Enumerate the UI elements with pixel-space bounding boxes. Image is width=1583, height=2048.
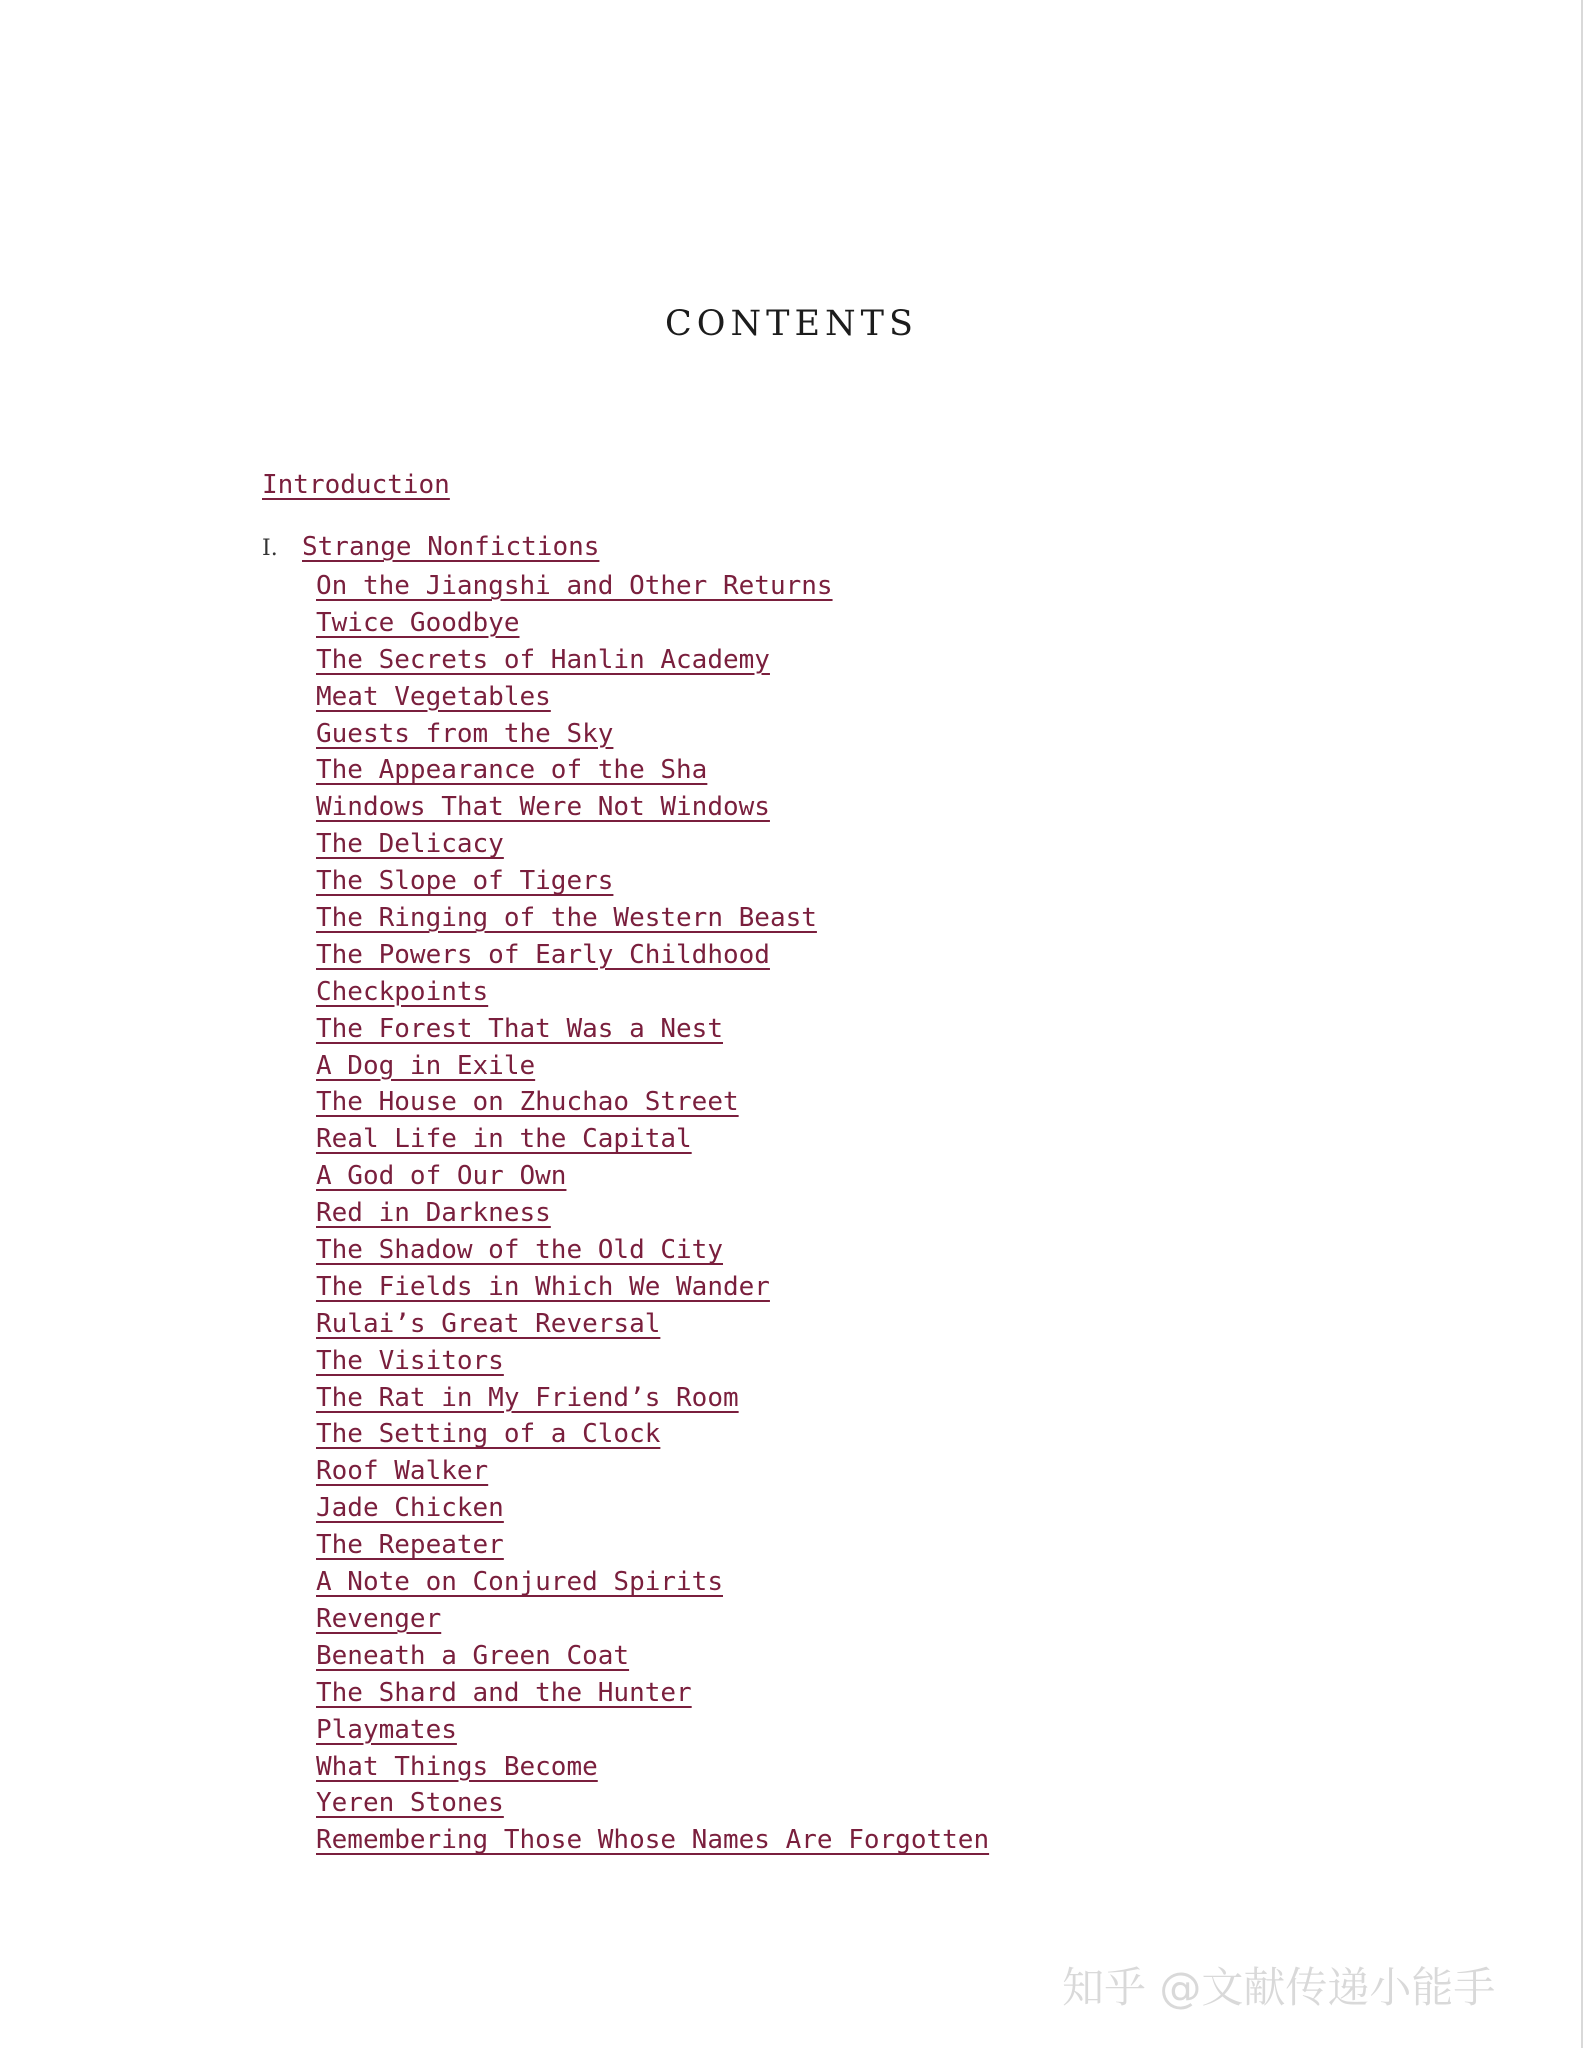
chapter-link[interactable]: Checkpoints bbox=[316, 976, 489, 1007]
chapter-link[interactable]: The Fields in Which We Wander bbox=[316, 1271, 770, 1302]
chapter-item bbox=[316, 937, 989, 974]
chapter-link[interactable]: Meat Vegetables bbox=[316, 681, 551, 712]
chapter-item bbox=[316, 1712, 989, 1749]
page-title: CONTENTS bbox=[665, 304, 918, 344]
chapter-item bbox=[316, 1195, 989, 1232]
chapter-item bbox=[316, 863, 989, 900]
chapter-link[interactable]: Roof Walker bbox=[316, 1456, 489, 1487]
toc-part-1 bbox=[262, 532, 599, 562]
chapter-item bbox=[316, 716, 989, 753]
chapter-item bbox=[316, 1158, 989, 1195]
chapter-item bbox=[316, 1011, 989, 1048]
chapter-link[interactable]: Revenger bbox=[316, 1603, 442, 1634]
chapter-link[interactable]: Remembering Those Whose Names Are Forgotten bbox=[316, 1825, 990, 1856]
chapter-item bbox=[316, 679, 989, 716]
chapter-link[interactable]: Rulai’s Great Reversal bbox=[316, 1308, 661, 1339]
chapter-link[interactable]: Playmates bbox=[316, 1714, 457, 1745]
chapter-link[interactable]: The Repeater bbox=[316, 1530, 504, 1561]
chapter-link[interactable]: A Dog in Exile bbox=[316, 1050, 536, 1081]
chapter-item bbox=[316, 642, 989, 679]
chapter-item bbox=[316, 1675, 989, 1712]
chapter-item bbox=[316, 1490, 989, 1527]
chapter-item bbox=[316, 826, 989, 863]
chapter-link[interactable]: Red in Darkness bbox=[316, 1198, 551, 1229]
chapter-link[interactable]: What Things Become bbox=[316, 1751, 598, 1782]
chapter-link[interactable]: A Note on Conjured Spirits bbox=[316, 1567, 723, 1598]
chapter-item bbox=[316, 900, 989, 937]
chapter-link[interactable]: The Rat in My Friend’s Room bbox=[316, 1382, 739, 1413]
chapter-link[interactable]: The Forest That Was a Nest bbox=[316, 1013, 723, 1044]
chapter-link[interactable]: Guests from the Sky bbox=[316, 718, 614, 749]
chapter-link[interactable]: The Ringing of the Western Beast bbox=[316, 903, 817, 934]
watermark: 知乎 @文献传递小能手 bbox=[1062, 1963, 1496, 2012]
chapter-link[interactable]: Twice Goodbye bbox=[316, 607, 520, 638]
chapter-link[interactable]: The Powers of Early Childhood bbox=[316, 939, 770, 970]
part-numeral: I. bbox=[262, 536, 278, 561]
chapter-link[interactable]: The Setting of a Clock bbox=[316, 1419, 661, 1450]
chapter-link[interactable]: The Secrets of Hanlin Academy bbox=[316, 644, 770, 675]
chapter-link[interactable]: The Delicacy bbox=[316, 829, 504, 860]
chapter-item bbox=[316, 1269, 989, 1306]
chapter-item bbox=[316, 1232, 989, 1269]
chapter-link[interactable]: Windows That Were Not Windows bbox=[316, 792, 770, 823]
part-title-link[interactable]: Strange Nonfictions bbox=[302, 532, 600, 562]
chapter-item bbox=[316, 1048, 989, 1085]
chapter-list bbox=[316, 568, 989, 1859]
chapter-item bbox=[316, 1749, 989, 1786]
chapter-link[interactable]: The Shard and the Hunter bbox=[316, 1677, 692, 1708]
chapter-link[interactable]: The Visitors bbox=[316, 1345, 504, 1376]
toc-introduction-link[interactable]: Introduction bbox=[262, 470, 450, 500]
toc-introduction[interactable] bbox=[262, 470, 450, 500]
chapter-link[interactable]: The Slope of Tigers bbox=[316, 866, 614, 897]
chapter-link[interactable]: Beneath a Green Coat bbox=[316, 1640, 630, 1671]
chapter-item bbox=[316, 1638, 989, 1675]
chapter-item bbox=[316, 1564, 989, 1601]
chapter-item bbox=[316, 752, 989, 789]
chapter-item bbox=[316, 1601, 989, 1638]
chapter-item bbox=[316, 568, 989, 605]
chapter-item bbox=[316, 1306, 989, 1343]
chapter-link[interactable]: The Appearance of the Sha bbox=[316, 755, 708, 786]
chapter-link[interactable]: Real Life in the Capital bbox=[316, 1124, 692, 1155]
chapter-item bbox=[316, 1527, 989, 1564]
chapter-item bbox=[316, 1380, 989, 1417]
chapter-item bbox=[316, 1121, 989, 1158]
chapter-link[interactable]: The Shadow of the Old City bbox=[316, 1235, 723, 1266]
chapter-link[interactable]: The House on Zhuchao Street bbox=[316, 1087, 739, 1118]
chapter-item bbox=[316, 974, 989, 1011]
chapter-item bbox=[316, 1084, 989, 1121]
chapter-item bbox=[316, 1453, 989, 1490]
chapter-item bbox=[316, 1822, 989, 1859]
chapter-link[interactable]: Yeren Stones bbox=[316, 1788, 504, 1819]
chapter-item bbox=[316, 789, 989, 826]
chapter-item bbox=[316, 1416, 989, 1453]
chapter-item bbox=[316, 1343, 989, 1380]
chapter-link[interactable]: On the Jiangshi and Other Returns bbox=[316, 571, 833, 601]
chapter-link[interactable]: Jade Chicken bbox=[316, 1493, 504, 1524]
chapter-link[interactable]: A God of Our Own bbox=[316, 1161, 567, 1192]
chapter-item bbox=[316, 1785, 989, 1822]
chapter-item bbox=[316, 605, 989, 642]
